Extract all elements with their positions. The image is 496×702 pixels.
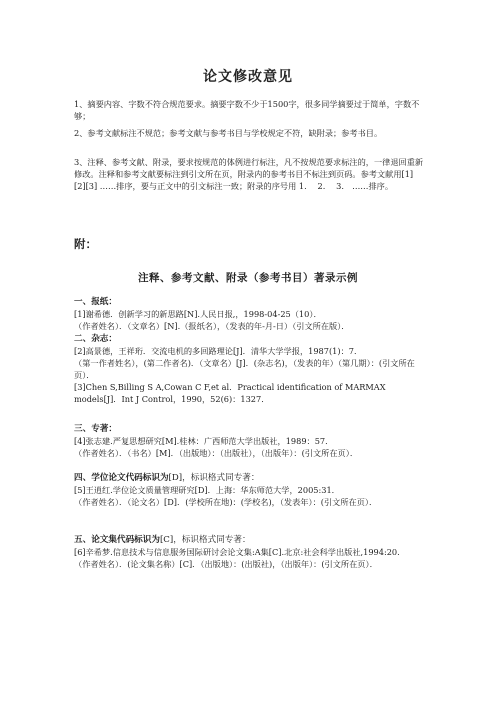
citation-format: （作者姓名）．（论文名）[D]．(学校所在地)：(学校名)，（发表年）：(引文所在页）．	[74, 497, 378, 508]
example-citation: [1]谢希德．创新学习的新思路[N].人民日报,，1998-04-25（10）．	[74, 309, 322, 320]
example-citation: [3]Chen S,Billing S A,Cowan C F,et al．Practical identification of MARMAX models[J]．Int J Control，1990，52(6)：1327．	[74, 382, 386, 405]
document-title: 论文修改意见	[203, 69, 293, 85]
example-citation: [5]王逍红.学位论文质量管理研究[D]．上海：华东师范大学，2005:31．	[74, 485, 340, 496]
section-monograph	[74, 423, 424, 459]
example-citation: [4]张志建.严复思想研究[M].桂林：广西师范大学出版社，1989：57．	[74, 436, 334, 447]
intro-item-2: 2、参考文献标注不规范；参考文献与参考书目与学校规定不符，缺附录；参考书目。	[74, 128, 383, 138]
citation-format: （作者姓名）．（书名）[M]．（出版地）：（出版社），（出版年）：(引文所在页）．	[74, 448, 359, 459]
section-newspaper	[74, 296, 424, 332]
citation-format: （第一作者姓名），(第二作者名)．（文章名）[J]．(杂志名)，（发表的年）（第几期）：(引文所在页）．	[74, 358, 415, 381]
example-citation: [6]辛希梦.信息技术与信息服务国际研讨会论文集:A集[C].北京:社会科学出版社,1994:20.	[74, 547, 400, 558]
appendix-label: 附：	[74, 237, 97, 251]
heading-text: 四、学位论文代码标识为	[74, 473, 169, 483]
intro-item-1: 1、摘要内容、字数不符合规范要求。摘要字数不少于1500字，很多同学摘要过于简单，字数不够；	[74, 99, 420, 122]
section-heading	[74, 472, 424, 484]
section-heading	[74, 534, 424, 546]
heading-note: [D]，标识格式同专著：	[168, 473, 260, 483]
section-heading: 三、专著：	[74, 424, 117, 434]
citation-format: （作者姓名）．（文章名）[N].（报纸名），（发表的年-月-日）（引文所在版）．	[74, 321, 350, 332]
section-dissertation	[74, 472, 424, 508]
heading-text: 五、论文集代码标识为	[74, 535, 160, 545]
examples-subtitle: 注释、参考文献、附录（参考书目）著录示例	[138, 272, 358, 284]
heading-note: [C]，标识格式同专著：	[159, 535, 251, 545]
section-journal	[74, 333, 424, 406]
intro-item-3: 3、注释、参考文献、附录，要求按规范的体例进行标注，凡不按规范要求标注的，一律退回重新修改。注释和参考文献要标注到引文所在页，附录内的参考书目不标注到页码。参考文献用[1][2][3] ……排序，要与正文中的引文标注一致；附录的序号用 1. 2. 3. ……排序。	[74, 157, 424, 192]
section-proceedings	[74, 534, 424, 570]
example-citation: [2]高景德，王祥珩．交流电机的多回路理论[J]．清华大学学报，1987(1)：7．	[74, 346, 363, 357]
citation-format: （作者姓名）．(论文集名称）[C]．（出版地）：(出版社)，（出版年）：(引文所在页）．	[74, 559, 378, 570]
section-heading: 一、报纸：	[74, 297, 117, 307]
section-heading: 二、杂志：	[74, 334, 117, 344]
